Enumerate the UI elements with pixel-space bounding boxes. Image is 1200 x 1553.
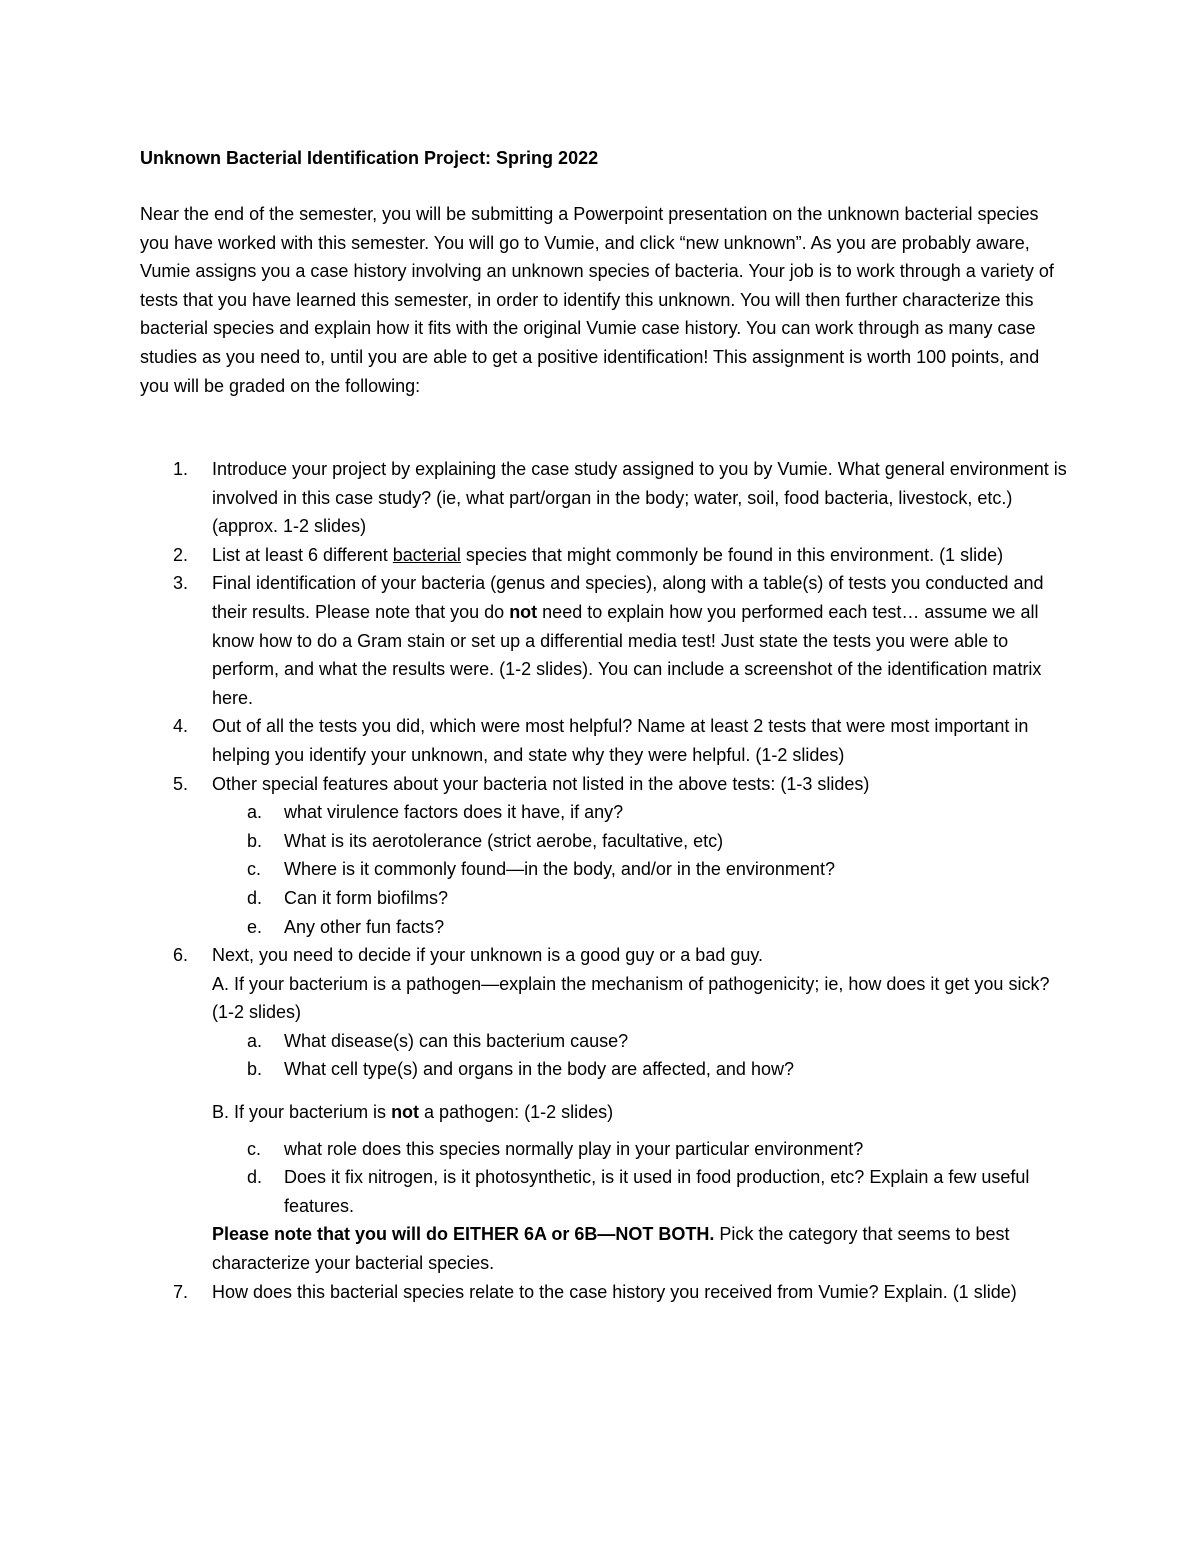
list-item-2 bbox=[140, 541, 1070, 570]
sub-letter: d. bbox=[247, 1167, 263, 1188]
option-b-end: a pathogen: (1-2 slides) bbox=[419, 1102, 614, 1123]
sub-letter: a. bbox=[247, 802, 263, 823]
sub-item bbox=[212, 1135, 1070, 1164]
sub-list-6a bbox=[140, 1027, 1070, 1084]
sub-text: Where is it commonly found—in the body, and/or in the environment? bbox=[284, 859, 835, 880]
item-number: 2. bbox=[173, 544, 189, 565]
item-number: 5. bbox=[173, 773, 189, 794]
item-text-end: need to explain how you performed each test… assume we all know how to do a Gram stain or set up a differential media test! Just state the tests you were able to perform, and what the results were. (1-2 slides). You can include a screenshot of the identification matrix here. bbox=[212, 601, 1042, 708]
sub-item bbox=[212, 1163, 1070, 1220]
item-text: Out of all the tests you did, which were most helpful? Name at least 2 tests that were most important in helping you identify your unknown, and state why they were helpful. (1-2 slides) bbox=[212, 716, 1029, 765]
list-item-4 bbox=[140, 712, 1070, 769]
option-b-start: B. If your bacterium is bbox=[212, 1102, 392, 1123]
item-text-start: Final identification of your bacteria (genus and species), along with a table(s) of tests you conducted and their results. Please note that you do bbox=[212, 573, 1044, 622]
sub-text: Does it fix nitrogen, is it photosynthetic, is it used in food production, etc? Explain a few useful features. bbox=[284, 1167, 1030, 1216]
list-item-3 bbox=[140, 569, 1070, 712]
item-number: 7. bbox=[173, 1281, 189, 1302]
sub-text: what virulence factors does it have, if any? bbox=[284, 802, 624, 823]
item-number: 6. bbox=[173, 945, 189, 966]
sub-letter: d. bbox=[247, 887, 263, 908]
sub-item bbox=[212, 884, 1070, 913]
sub-list-5 bbox=[140, 798, 1070, 941]
sub-item bbox=[212, 1055, 1070, 1084]
sub-letter: b. bbox=[247, 1059, 263, 1080]
item-number: 4. bbox=[173, 716, 189, 737]
spacer bbox=[140, 1127, 1070, 1135]
note-bold: Please note that you will do EITHER 6A or 6B—NOT BOTH. bbox=[212, 1224, 715, 1245]
item-text-end: species that might commonly be found in this environment. (1 slide) bbox=[460, 544, 1004, 565]
sub-letter: e. bbox=[247, 916, 263, 937]
sub-text: What is its aerotolerance (strict aerobe, facultative, etc) bbox=[284, 830, 724, 851]
list-item-6 bbox=[140, 941, 1070, 1027]
note-paragraph bbox=[140, 1220, 1070, 1277]
sub-letter: c. bbox=[247, 859, 262, 880]
item-number: 1. bbox=[173, 459, 189, 479]
option-b bbox=[140, 1098, 1070, 1127]
document-title: Unknown Bacterial Identification Project: Spring 2022 bbox=[140, 148, 599, 168]
item-number: 3. bbox=[173, 573, 189, 594]
note-text: Pick the category that seems to best characterize your bacterial species. bbox=[212, 1224, 1010, 1274]
sub-item bbox=[212, 827, 1070, 856]
item-text: Other special features about your bacteria not listed in the above tests: (1-3 slides) bbox=[212, 773, 870, 794]
sub-item bbox=[212, 913, 1070, 942]
item-text: Introduce your project by explaining the case study assigned to you by Vumie. What general environment is involved in this case study? (ie, what part/organ in the body; water, soil, food bacteria, livestock, etc.) (approx. 1-2 slides) bbox=[212, 459, 1067, 537]
list-item-1 bbox=[140, 455, 1070, 541]
item-text: Next, you need to decide if your unknown is a good guy or a bad guy. bbox=[212, 945, 764, 966]
underlined-word: bacterial bbox=[392, 544, 461, 565]
item-text: How does this bacterial species relate to the case history you received from Vumie? Explain. (1 slide) bbox=[212, 1281, 1017, 1302]
spacer bbox=[140, 1084, 1070, 1098]
sub-letter: c. bbox=[247, 1138, 262, 1159]
sub-letter: b. bbox=[247, 830, 263, 851]
sub-text: Can it form biofilms? bbox=[284, 887, 449, 908]
list-item-7 bbox=[140, 1278, 1070, 1307]
sub-item bbox=[212, 1027, 1070, 1056]
sub-text: what role does this species normally play in your particular environment? bbox=[284, 1138, 864, 1159]
sub-text: What cell type(s) and organs in the body are affected, and how? bbox=[284, 1059, 794, 1080]
sub-letter: a. bbox=[247, 1030, 263, 1051]
list-item-5 bbox=[140, 770, 1070, 799]
sub-text: Any other fun facts? bbox=[284, 916, 445, 937]
intro-paragraph: Near the end of the semester, you will be submitting a Powerpoint presentation on the unknown bacterial species you have worked with this semester. You will go to Vumie, and click “new unknown”. As you are probably aware, Vumie assigns you a case history involving an unknown species of bacteria. Your job is to work through a variety of tests that you have learned this semester, in order to identify this unknown. You will then further characterize this bacterial species and explain how it fits with the original Vumie case history. You can work through as many case studies as you need to, until you are able to get a positive identification! This assignment is worth 100 points, and you will be graded on the following: bbox=[140, 204, 1054, 396]
option-a-text: A. If your bacterium is a pathogen—explain the mechanism of pathogenicity; ie, how does it get you sick? (1-2 slides) bbox=[212, 973, 1050, 1023]
sub-item bbox=[212, 798, 1070, 827]
sub-list-6b bbox=[140, 1135, 1070, 1221]
grading-list bbox=[140, 455, 1070, 1306]
sub-item bbox=[212, 855, 1070, 884]
bold-word: not bbox=[509, 601, 538, 622]
bold-word: not bbox=[391, 1102, 420, 1123]
item-text-start: List at least 6 different bbox=[212, 544, 393, 565]
sub-text: What disease(s) can this bacterium cause? bbox=[284, 1030, 629, 1051]
